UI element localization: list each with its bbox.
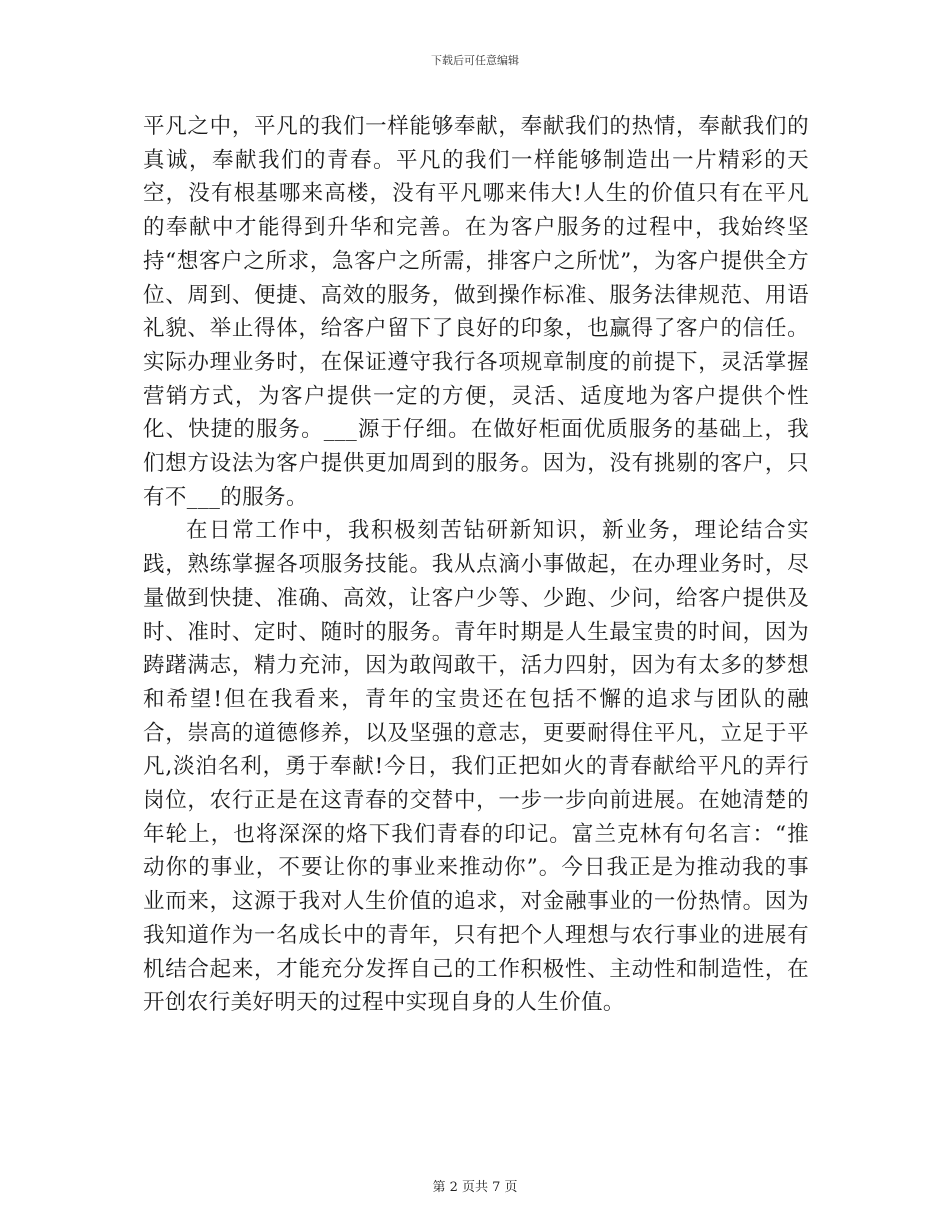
paragraph-1: 平凡之中，平凡的我们一样能够奉献，奉献我们的热情，奉献我们的真诚，奉献我们的青春。平凡的我们一样能够制造出一片精彩的天空，没有根基哪来高楼，没有平凡哪来伟大!人生的价值只有在平凡的奉献中才能得到升华和完善。在为客户服务的过程中，我始终坚持“想客户之所求，急客户之所需，排客户之所忧”，为客户提供全方位、周到、便捷、高效的服务，做到操作标准、服务法律规范、用语礼貌、举止得体，给客户留下了良好的印象，也赢得了客户的信任。实际办理业务时，在保证遵守我行各项规章制度的前提下，灵活掌握营销方式，为客户提供一定的方便，灵活、适度地为客户提供个性化、快捷的服务。___源于仔细。在做好柜面优质服务的基础上，我们想方设法为客户提供更加周到的服务。因为，没有挑剔的客户，只有不___的服务。 [143, 114, 809, 510]
page-footer: 第 2 页共 7 页 [432, 1180, 518, 1195]
paragraph-2: 在日常工作中，我积极刻苦钻研新知识，新业务，理论结合实践，熟练掌握各项服务技能。我从点滴小事做起，在办理业务时，尽量做到快捷、准确、高效，让客户少等、少跑、少问，给客户提供及时、准时、定时、随时的服务。青年时期是人生最宝贵的时间，因为踌躇满志，精力充沛，因为敢闯敢干，活力四射，因为有太多的梦想和希望!但在我看来，青年的宝贵还在包括不懈的追求与团队的融合，崇高的道德修养，以及坚强的意志，更要耐得住平凡，立足于平凡,淡泊名利，勇于奉献!今日，我们正把如火的青春献给平凡的弄行岗位，农行正是在这青春的交替中，一步一步向前进展。在她清楚的年轮上，也将深深的烙下我们青春的印记。富兰克林有句名言：“推动你的事业，不要让你的事业来推动你”。今日我正是为推动我的事业而来，这源于我对人生价值的追求，对金融事业的一份热情。因为我知道作为一名成长中的青年，只有把个人理想与农行事业的进展有机结合起来，才能充分发挥自己的工作积极性、主动性和制造性，在开创农行美好明天的过程中实现自身的人生价值。 [143, 518, 809, 1016]
document-body [143, 110, 809, 1020]
page-header: 下载后可任意编辑 [431, 54, 519, 67]
